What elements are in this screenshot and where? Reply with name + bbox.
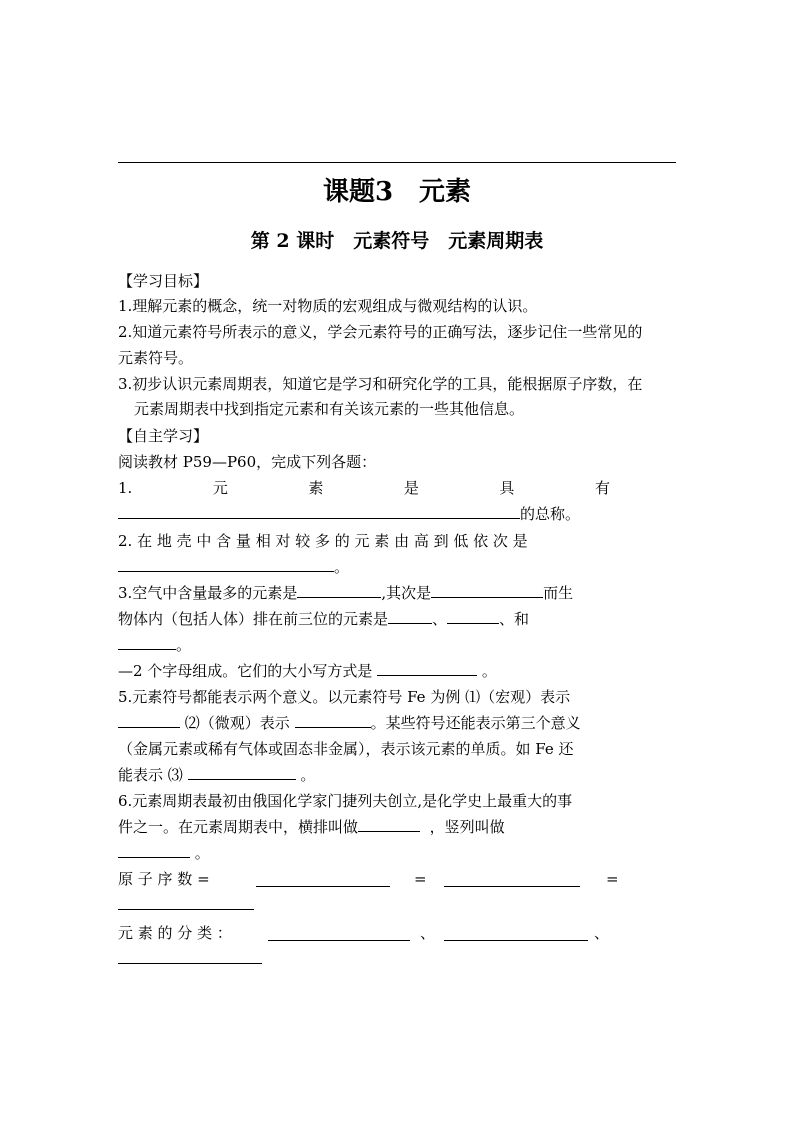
answer-blank[interactable] [118,893,254,910]
answer-blank[interactable] [118,633,176,650]
answer-blank[interactable] [118,947,262,964]
answer-blank[interactable] [444,870,580,887]
answer-blank[interactable] [358,815,420,832]
q6-line: 6.元素周期表最初由俄国化学家门捷列夫创立,是化学史上最重大的事 [118,792,573,810]
q1-word: 元 [212,479,228,497]
answer-blank[interactable] [295,711,371,728]
answer-blank[interactable] [118,841,190,858]
q1-word: 具 [499,479,515,497]
answer-blank[interactable] [188,763,296,780]
page-title: 课题3 元素 [322,177,472,207]
goal-2: 2.知道元素符号所表示的意义，学会元素符号的正确写法，逐步记住一些常见的 [118,323,643,341]
answer-blank[interactable] [447,607,499,624]
header-rule [118,162,676,163]
answer-blank[interactable] [256,870,390,887]
answer-blank[interactable] [444,924,588,941]
page-subtitle: 第 2 课时 元素符号 元素周期表 [250,230,544,252]
goal-2-cont: 元素符号。 [118,349,194,367]
intro-text: 阅读教材 P59—P60，完成下列各题： [118,453,377,471]
goals-header: 【学习目标】 [118,272,209,290]
q6-line-2: 件之一。在元素周期表中，横排叫做 ，竖列叫做 [118,814,678,840]
answer-blank[interactable] [118,555,334,572]
q5-line-2: ⑵（微观）表示 。某些符号还能表示第三个意义 [118,710,678,736]
answer-blank[interactable] [268,924,410,941]
q5-line-3: （金属元素或稀有气体或固态非金属），表示该元素的单质。如 Fe 还 [118,740,574,758]
answer-blank[interactable] [297,581,381,598]
q4-line: —2 个字母组成。它们的大小写方式是 。 [118,658,678,684]
q5-line: 5.元素符号都能表示两个意义。以元素符号 Fe 为例 ⑴（宏观）表示 [118,688,571,706]
q2-answer-line: 。 [118,554,678,580]
self-study-header: 【自主学习】 [118,427,209,445]
answer-blank[interactable] [118,502,520,519]
q8-answer-line [118,946,678,972]
q3-line-2: 物体内（包括人体）排在前三位的元素是 、 、和 [118,606,678,632]
q3-line: 3.空气中含量最多的元素是 ,其次是 而生 [118,580,678,606]
q1-word: 1. [118,479,133,497]
goal-3-cont: 元素周期表中找到指定元素和有关该元素的一些其他信息。 [134,400,525,418]
q2-line: 2. 在 地 壳 中 含 量 相 对 较 多 的 元 素 由 高 到 低 依 次 是 [118,532,528,550]
answer-blank[interactable] [118,711,180,728]
answer-blank[interactable] [388,607,432,624]
q1-word: 有 [594,479,610,497]
goal-1: 1.理解元素的概念，统一对物质的宏观组成与微观结构的认识。 [118,297,538,315]
q1-line [118,475,610,501]
q5-line-4: 能表示 ⑶ 。 [118,762,678,788]
q1-word: 素 [308,479,324,497]
q7-answer-line [118,892,678,918]
q6-line-3: 。 [118,840,678,866]
goal-3: 3.初步认识元素周期表，知道它是学习和研究化学的工具，能根据原子序数，在 [118,375,643,393]
q3-line-3: 。 [118,632,678,658]
answer-blank[interactable] [431,581,543,598]
q1-answer-line: 的总称。 [118,501,678,527]
q1-word: 是 [403,479,419,497]
answer-blank[interactable] [377,659,477,676]
